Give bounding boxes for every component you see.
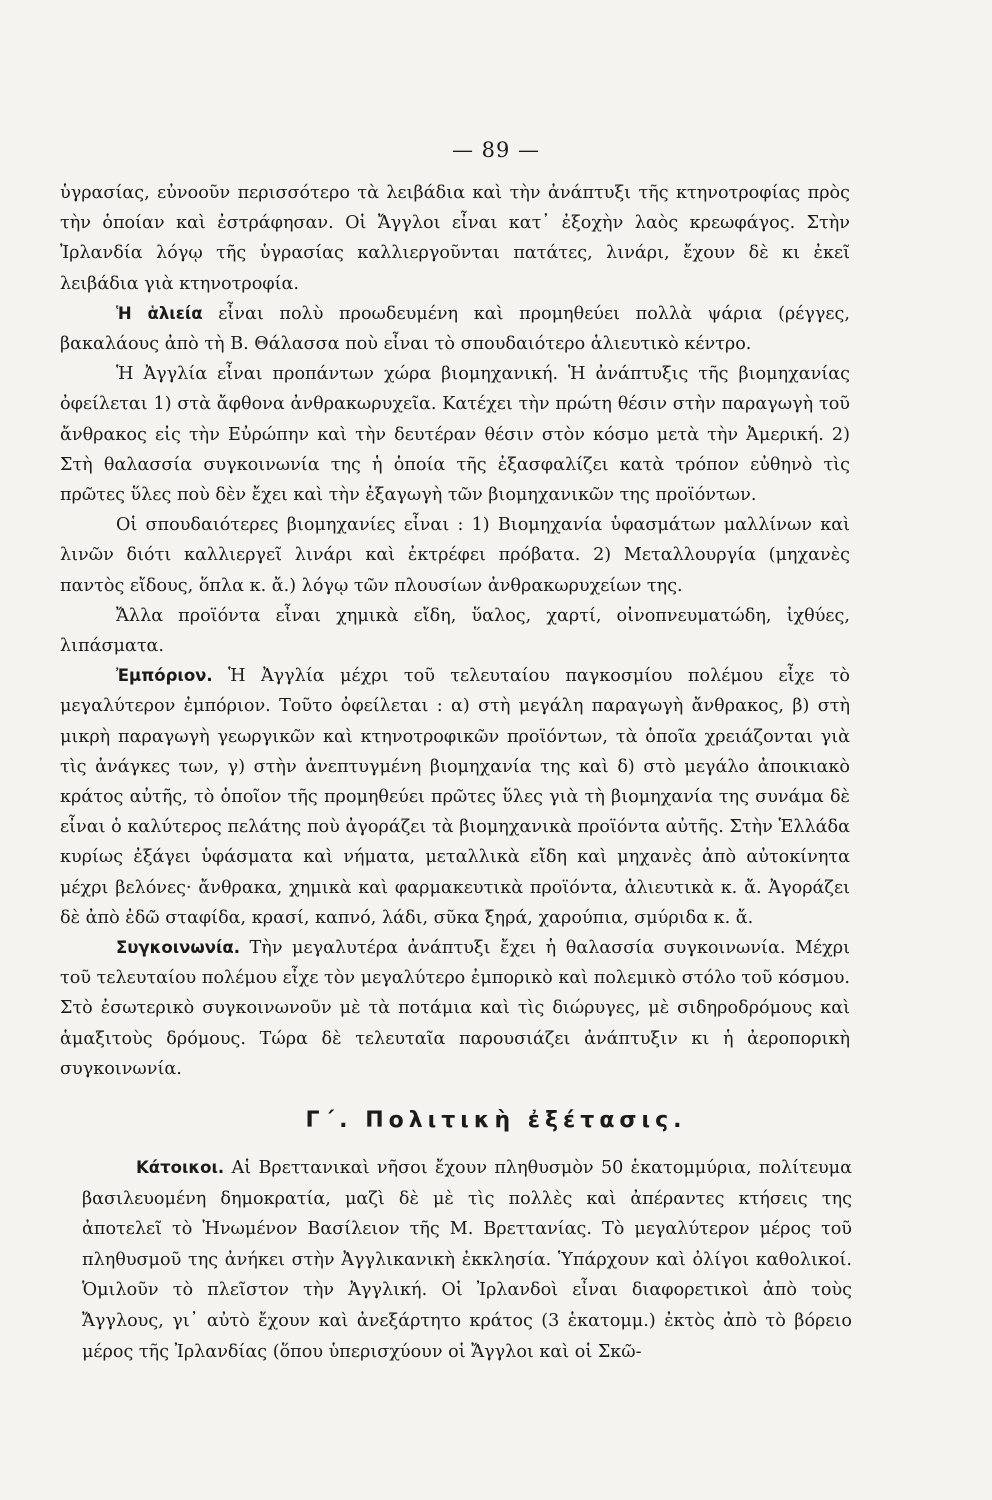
section-body (82, 1153, 852, 1367)
paragraph-text: Οἱ σπουδαιότερες βιομηχανίες εἶναι : 1) Βιομηχανία ὑφασμάτων μαλλίνων καὶ λινῶν διότι καλλιεργεῖ λινάρι καὶ ἐκτρέφει πρόβατα. 2) Μεταλλουργία (μηχανὲς παντὸς εἴδους, ὅπλα κ. ἄ.) λόγῳ τῶν πλουσίων ἀνθρακωρυχείων της. (60, 515, 850, 596)
paragraph-text: Τὴν μεγαλυτέρα ἀνάπτυξι ἔχει ἡ θαλασσία συγκοινωνία. Μέχρι τοῦ τελευταίου πολέμου εἶχε τὸν μεγαλύτερο ἐμπορικὸ καὶ πολεμικὸ στόλο τοῦ κόσμου. Στὸ ἐσωτερικὸ συγκοινωνοῦν μὲ τὰ ποτάμια καὶ τὶς διώρυγες, μὲ σιδηροδρόμους καὶ ἁμαξιτοὺς δρόμους. Τώρα δὲ τελευταῖα παρουσιάζει ἀνάπτυξιν κι ἡ ἀεροπορικὴ συγκοινωνία. (60, 938, 850, 1079)
paragraph-lead: Συγκοινωνία. (116, 938, 240, 958)
paragraph (60, 510, 850, 601)
paragraph-text: εἶναι πολὺ προωδευμένη καὶ προμηθεύει πολλὰ ψάρια (ρέγγες, βακαλάους ἀπὸ τὴ Β. Θάλασσα ποὺ εἶναι τὸ σπουδαιότερο ἁλιευτικὸ κέντρο. (60, 303, 850, 355)
paragraph (60, 178, 850, 299)
paragraph-text: Ἄλλα προϊόντα εἶναι χημικὰ εἴδη, ὕαλος, χαρτί, οἰνοπνευματώδη, ἰχθύες, λιπάσματα. (60, 605, 850, 657)
paragraph-lead: Ἐμπόριον. (116, 666, 213, 686)
paragraph (60, 299, 850, 359)
paragraph-lead: Κάτοικοι. (136, 1158, 225, 1177)
paragraph (60, 933, 850, 1084)
paragraph-lead: Ἡ ἁλιεία (116, 303, 203, 323)
paragraph (60, 359, 850, 510)
paragraph (60, 661, 850, 933)
paragraph-text: Ἡ Ἀγγλία εἶναι προπάντων χώρα βιομηχανική. Ἡ ἀνάπτυξις τῆς βιομηχανίας ὀφείλεται 1) στὰ ἄφθονα ἀνθρακωρυχεῖα. Κατέχει τὴν πρώτη θέσιν στὴν παραγωγὴ τοῦ ἄνθρακος εἰς τὴν Εὐρώπην καὶ τὴν δευτέραν θέσιν στὸν κόσμο μετὰ τὴν Ἀμερική. 2) Στὴ θαλασσία συγκοινωνία της ἡ ὁποία τῆς ἐξασφαλίζει κατὰ τρόπον εὐθηνὸ τὶς πρῶτες ὕλες ποὺ δὲν ἔχει καὶ τὴν ἐξαγωγὴ τῶν βιομηχανικῶν της προϊόντων. (60, 364, 850, 506)
paragraph (60, 601, 850, 661)
paragraph-text: ὑγρασίας, εὐνοοῦν περισσότερο τὰ λειβάδια καὶ τὴν ἀνάπτυξι τῆς κτηνοτροφίας πρὸς τὴν ὁποίαν καὶ ἐστράφησαν. Οἱ Ἄγγλοι εἶναι κατ᾽ ἐξοχὴν λαὸς κρεωφάγος. Στὴν Ἰρλανδία λόγῳ τῆς ὑγρασίας καλλιεργοῦνται πατάτες, λινάρι, ἔχουν δὲ κι ἐκεῖ λειβάδια γιὰ κτηνοτροφία. (60, 183, 850, 294)
paragraph-text: Ἡ Ἀγγλία μέχρι τοῦ τελευταίου παγκοσμίου πολέμου εἶχε τὸ μεγαλύτερον ἐμπόριον. Τοῦτο ὀφείλεται : α) στὴ μεγάλη παραγωγὴ ἄνθρακος, β) στὴ μικρὴ παραγωγὴ γεωργικῶν καὶ κτηνοτροφικῶν προϊόντων, τὰ ὁποῖα χρειάζονται γιὰ τὶς ἀνάγκες των, γ) στὴν ἀνεπτυγμένη βιομηχανία της καὶ δ) στὸ μεγάλο ἀποικιακὸ κράτος αὐτῆς, τὸ ὁποῖον τῆς προμηθεύει πρῶτες ὕλες γιὰ τὴ βιομηχανία της συνάμα δὲ εἶναι ὁ καλύτερος πελάτης ποὺ ἀγοράζει τὰ βιομηχανικὰ προϊόντα αὐτῆς. Στὴν Ἑλλάδα κυρίως ἐξάγει ὑφάσματα καὶ νήματα, μεταλλικὰ εἴδη καὶ μηχανὲς ἀπὸ αὐτοκίνητα μέχρι βελόνες· ἄνθρακα, χημικὰ καὶ φαρμακευτικὰ προϊόντα, ἁλιευτικὰ κ. ἄ. Ἀγοράζει δὲ ἀπὸ ἐδῶ σταφίδα, κρασί, καπνό, λάδι, σῦκα ξηρά, χαρούπια, σμύριδα κ. ἄ. (60, 666, 850, 928)
paragraph (82, 1153, 852, 1367)
body-text (60, 178, 850, 1084)
paragraph-text: Αἱ Βρεττανικαὶ νῆσοι ἔχουν πληθυσμὸν 50 ἑκατομμύρια, πολίτευμα βασιλευομένη δημοκρατία, μαζὶ δὲ μὲ τὶς πολλὲς καὶ ἀπέραντες κτήσεις της ἀποτελεῖ τὸ Ἡνωμένον Βασίλειον τῆς Μ. Βρεττανίας. Τὸ μεγαλύτερον μέρος τοῦ πληθυσμοῦ της ἀνήκει στὴν Ἀγγλικανικὴ ἐκκλησία. Ὑπάρχουν καὶ ὀλίγοι καθολικοί. Ὁμιλοῦν τὸ πλεῖστον τὴν Ἀγγλική. Οἱ Ἰρλανδοὶ εἶναι διαφορετικοὶ ἀπὸ τοὺς Ἄγγλους, γι᾽ αὐτὸ ἔχουν καὶ ἀνεξάρτητο κράτος (3 ἑκατομμ.) ἐκτὸς ἀπὸ τὸ βόρειο μέρος τῆς Ἰρλανδίας (ὅπου ὑπερισχύουν οἱ Ἄγγλοι καὶ οἱ Σκῶ- (82, 1158, 852, 1362)
section-heading: Γ΄. Πολιτικὴ ἐξέτασις. (305, 1108, 687, 1133)
page-number: — 89 — (451, 138, 541, 162)
